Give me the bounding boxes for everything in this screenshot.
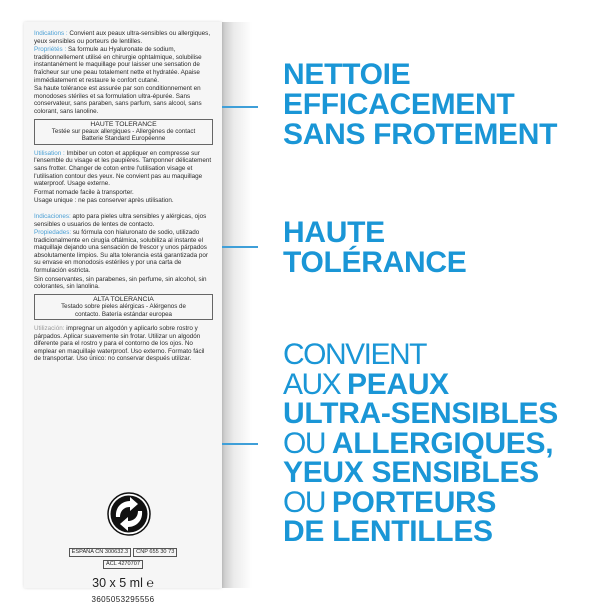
codes-row-1: ESPAÑA CN 300632.3 CNP 655 30 73	[24, 548, 222, 557]
es-indicaciones: Indicaciones: apto para pieles ultra sensibles y alérgicas, ojos sensibles o usuarios de lentes de contacto.	[34, 212, 207, 228]
fr-haute-tolerance-box: HAUTE TOLERANCE Testée sur peaux allergiques - Allergènes de contact Batterie Standard Européenne	[34, 119, 213, 145]
es-sin-text: Sin conservantes, sin parabenes, sin perfume, sin alcohol, sin colorantes, sin lanolina.	[34, 275, 207, 291]
green-dot-recycle-icon	[107, 492, 151, 536]
es-propiedades: Propiedades: su fórmula con hialuronato de sodio, utilizado tradicionalmente en cirugía oftálmica, solubiliza al instante el maquillaje dejando una sensación de frescor y unos párpados absolutamente limpios. Su alta tolerancia está garantizada por su envase en monodosis estériles y por una carta de formulación estricta.	[34, 229, 208, 275]
fr-proprietes: Propriétés : Sa formule au Hyaluronate de sodium, traditionnellement utilisé en chirurgie ophtalmique, solubilise instantanément le maquillage pour laisser une sensation de fraîcheur sur une peau totalement nette et hydratée. Apaise immédiatement et restaure le confort cutané.	[34, 46, 202, 84]
barcode-number: 3605053295556	[91, 595, 155, 604]
claim-haute-tolerance: HAUTE TOLÉRANCE	[283, 216, 467, 279]
connector-line-1	[222, 106, 258, 108]
fr-utilisation: Utilisation : Imbiber un coton et appliquer en compresse sur l'ensemble du visage et les paupières. Tamponner délicatement sans frotter. Changer de coton entre l'utilisation visage et l'utilisation contour des yeux. Ne convient pas au maquillage waterproof. Usage externe.	[34, 149, 212, 188]
fr-indications: Indications : Convient aux peaux ultra-sensibles ou allergiques, yeux sensibles ou porteurs de lentilles.	[34, 30, 211, 45]
claim-nettoie: NETTOIE EFFICACEMENT SANS FROTEMENT	[283, 58, 558, 151]
es-utilizacion: Utilización: impregnar un algodón y aplicarlo sobre rostro y párpados. Aplicar suavemente sin frotar. Utilizar un algodón diferente para el rostro y para el contorno de los ojos. No emplear en maquillaje waterproof. Uso externo. Formato fácil de transportar. Uso único: no conservar después utilizar.	[34, 325, 205, 363]
claim-convient: CONVIENT AUX PEAUX ULTRA-SENSIBLES OU ALLERGIQUES, YEUX SENSIBLES OU PORTEURS DE LENTILLES	[283, 338, 558, 548]
codes-row-2: ACL 4270707	[24, 560, 222, 569]
es-alta-tolerancia-box: ALTA TOLERANCIA Testado sobre pieles alérgicas - Alérgenos de contacto. Batería estándar europea	[34, 294, 213, 320]
connector-line-2	[222, 246, 258, 248]
product-box-back	[24, 22, 222, 604]
fr-unique: Usage unique : ne pas conserver après utilisation.	[34, 197, 174, 205]
fr-nomade: Format nomade facile à transporter.	[34, 188, 134, 196]
fr-tolerance-text: Sa haute tolérance est assurée par son conditionnement en monodoses stériles et sa formulation ultra-épurée. Sans conservateur, sans paraben, sans parfum, sans alcool, sans colorant, sans lanoline.	[34, 85, 202, 115]
quantity: 30 x 5 ml ℮	[92, 576, 154, 590]
connector-line-3	[222, 443, 258, 445]
